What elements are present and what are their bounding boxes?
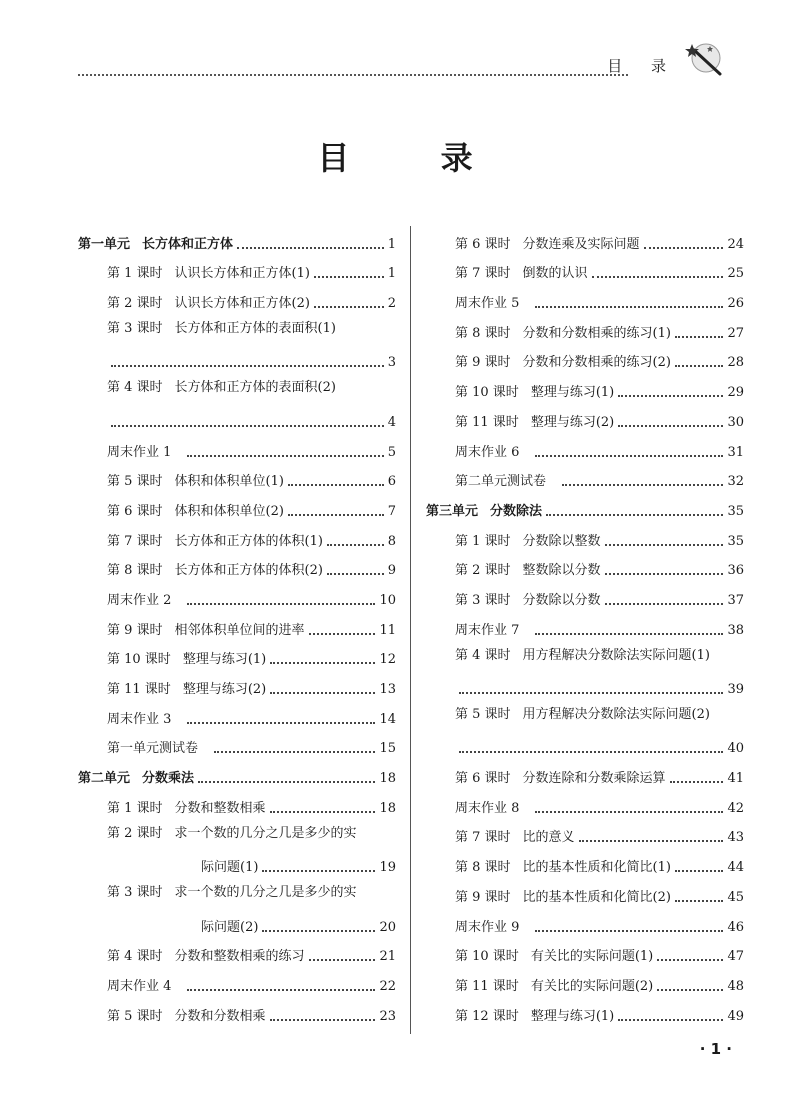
toc-lesson: 第二单元测试卷 bbox=[455, 474, 547, 490]
toc-lesson: 第 11 课时 bbox=[455, 978, 519, 994]
toc-title: 分数和分数相乘 bbox=[174, 1008, 266, 1024]
toc-lesson: 周末作业 7 bbox=[455, 622, 520, 638]
toc-lesson: 周末作业 3 bbox=[107, 711, 172, 727]
toc-page-number: 37 bbox=[727, 592, 744, 608]
toc-page-number: 31 bbox=[727, 444, 744, 460]
toc-leader-dots bbox=[535, 306, 723, 308]
toc-entry[interactable] bbox=[426, 316, 744, 346]
toc-lesson: 第 11 课时 bbox=[107, 682, 171, 698]
toc-page-number: 4 bbox=[387, 414, 396, 430]
toc-page-number: 35 bbox=[727, 533, 744, 549]
toc-title: 整数除以分数 bbox=[522, 563, 601, 579]
toc-page-number: 44 bbox=[727, 860, 744, 876]
toc-lesson: 周末作业 8 bbox=[455, 800, 520, 816]
toc-lesson: 第 12 课时 bbox=[455, 1008, 519, 1024]
toc-entry-line2 bbox=[455, 681, 744, 698]
toc-leader-dots bbox=[214, 751, 375, 753]
toc-leader-dots bbox=[111, 425, 384, 427]
toc-leader-dots bbox=[605, 603, 724, 605]
toc-leader-dots bbox=[675, 900, 723, 902]
toc-lesson: 周末作业 6 bbox=[455, 444, 520, 460]
toc-page-number: 1 bbox=[387, 266, 396, 282]
toc-entry[interactable] bbox=[78, 286, 396, 316]
toc-leader-dots bbox=[657, 989, 723, 991]
toc-page-number: 39 bbox=[727, 682, 744, 698]
toc-page-number: 14 bbox=[379, 711, 396, 727]
toc-page-number: 43 bbox=[727, 830, 744, 846]
toc-entry-line2 bbox=[107, 919, 396, 936]
toc-lesson: 第 4 课时 bbox=[455, 647, 511, 663]
toc-page-number: 32 bbox=[727, 474, 744, 490]
toc-leader-dots bbox=[546, 514, 723, 516]
page-number: · 1 · bbox=[699, 1040, 732, 1058]
toc-entry[interactable] bbox=[426, 583, 744, 613]
toc-leader-dots bbox=[237, 247, 384, 249]
toc-leader-dots bbox=[605, 573, 724, 575]
toc-title: 分数和分数相乘的练习(1) bbox=[522, 325, 671, 341]
toc-entry[interactable] bbox=[426, 880, 744, 910]
toc-page-number: 45 bbox=[727, 889, 744, 905]
toc-page-number: 28 bbox=[727, 355, 744, 371]
toc-leader-dots bbox=[270, 1019, 376, 1021]
toc-page-number: 49 bbox=[727, 1008, 744, 1024]
toc-page-number: 22 bbox=[379, 978, 396, 994]
toc-leader-dots bbox=[535, 455, 723, 457]
toc-page-number: 38 bbox=[727, 622, 744, 638]
toc-leader-dots bbox=[288, 514, 384, 516]
toc-lesson: 第 11 课时 bbox=[455, 414, 519, 430]
toc-title: 认识长方体和正方体(2) bbox=[174, 296, 310, 312]
toc-page-number: 36 bbox=[727, 563, 744, 579]
toc-entry[interactable] bbox=[426, 940, 744, 970]
toc-lesson: 第 10 课时 bbox=[455, 949, 519, 965]
toc-entry[interactable] bbox=[78, 791, 396, 821]
toc-page-number: 15 bbox=[379, 741, 396, 757]
toc-page-number: 30 bbox=[727, 414, 744, 430]
toc-leader-dots bbox=[459, 692, 723, 694]
toc-page-number: 5 bbox=[387, 444, 396, 460]
toc-leader-dots bbox=[670, 781, 724, 783]
toc-page-number: 12 bbox=[379, 652, 396, 668]
toc-entry[interactable] bbox=[78, 672, 396, 702]
toc-title: 比的意义 bbox=[522, 830, 575, 846]
toc-page-number: 48 bbox=[727, 978, 744, 994]
toc-page-number: 21 bbox=[379, 949, 396, 965]
toc-page-number: 35 bbox=[727, 503, 744, 519]
toc-entry-line2 bbox=[455, 740, 744, 757]
toc-lesson: 第 8 课时 bbox=[455, 860, 511, 876]
toc-leader-dots bbox=[675, 336, 723, 338]
toc-entry[interactable] bbox=[78, 375, 396, 434]
toc-entry[interactable] bbox=[78, 554, 396, 584]
toc-lesson: 第 6 课时 bbox=[107, 503, 163, 519]
toc-entry[interactable] bbox=[426, 702, 744, 761]
toc-lesson: 第二单元 bbox=[78, 771, 131, 787]
toc-page-number: 1 bbox=[387, 236, 396, 252]
page-title: 目 录 bbox=[317, 139, 513, 177]
toc-title: 分数除以整数 bbox=[522, 533, 601, 549]
toc-title: 用方程解决分数除法实际问题(1) bbox=[522, 647, 710, 663]
toc-entry[interactable] bbox=[78, 821, 396, 880]
toc-entry-line1 bbox=[107, 320, 396, 337]
toc-entry[interactable] bbox=[78, 880, 396, 939]
toc-entry-line2 bbox=[107, 859, 396, 876]
toc-page-number: 18 bbox=[379, 771, 396, 787]
toc-entry[interactable] bbox=[426, 643, 744, 702]
toc-entry[interactable] bbox=[426, 435, 744, 465]
toc-entry-line1 bbox=[455, 706, 744, 723]
toc-lesson: 第 5 课时 bbox=[455, 707, 511, 723]
toc-entry[interactable] bbox=[426, 761, 744, 791]
toc-unit-entry[interactable] bbox=[78, 761, 396, 791]
toc-leader-dots bbox=[187, 989, 375, 991]
toc-title: 分数和分数相乘的练习(2) bbox=[522, 355, 671, 371]
toc-entry[interactable] bbox=[78, 583, 396, 613]
toc-leader-dots bbox=[288, 484, 384, 486]
toc-page-number: 27 bbox=[727, 325, 744, 341]
toc-entry[interactable] bbox=[78, 316, 396, 375]
toc-leader-dots bbox=[314, 276, 384, 278]
toc-leader-dots bbox=[675, 870, 723, 872]
toc-entry[interactable] bbox=[426, 613, 744, 643]
toc-entry[interactable] bbox=[78, 643, 396, 673]
toc-entry[interactable] bbox=[426, 999, 744, 1029]
toc-lesson: 周末作业 1 bbox=[107, 444, 172, 460]
toc-leader-dots bbox=[605, 544, 724, 546]
header-label: 目 录 bbox=[607, 57, 678, 75]
toc-title: 分数除以分数 bbox=[522, 592, 601, 608]
toc-leader-dots bbox=[592, 276, 724, 278]
toc-lesson: 第 9 课时 bbox=[455, 889, 511, 905]
toc-lesson: 第 3 课时 bbox=[455, 592, 511, 608]
toc-lesson: 周末作业 5 bbox=[455, 296, 520, 312]
column-divider bbox=[410, 226, 411, 1034]
toc-lesson: 第 8 课时 bbox=[455, 325, 511, 341]
toc-title: 有关比的实际问题(1) bbox=[530, 949, 654, 965]
toc-entry[interactable] bbox=[78, 435, 396, 465]
toc-title: 有关比的实际问题(2) bbox=[530, 978, 654, 994]
toc-title: 长方体和正方体的体积(2) bbox=[174, 563, 323, 579]
toc-leader-dots bbox=[618, 1019, 723, 1021]
toc-leader-dots bbox=[309, 959, 376, 961]
toc-leader-dots bbox=[270, 662, 375, 664]
toc-page-number: 20 bbox=[379, 919, 396, 935]
toc-entry[interactable] bbox=[78, 524, 396, 554]
toc-leader-dots bbox=[327, 544, 384, 546]
toc-title: 求一个数的几分之几是多少的实 bbox=[174, 885, 357, 901]
toc-page-number: 40 bbox=[727, 741, 744, 757]
toc-entry[interactable] bbox=[426, 791, 744, 821]
toc-page-number: 9 bbox=[387, 563, 396, 579]
toc-title: 相邻体积单位间的进率 bbox=[174, 622, 305, 638]
toc-lesson: 第 1 课时 bbox=[107, 266, 163, 282]
toc-entry[interactable] bbox=[426, 405, 744, 435]
toc-title: 长方体和正方体的表面积(1) bbox=[174, 321, 336, 337]
toc-entry-line1 bbox=[107, 825, 396, 842]
toc-entry[interactable] bbox=[426, 821, 744, 851]
toc-entry[interactable] bbox=[78, 732, 396, 762]
toc-page-number: 19 bbox=[379, 860, 396, 876]
toc-leader-dots bbox=[327, 573, 384, 575]
toc-lesson: 第 5 课时 bbox=[107, 1008, 163, 1024]
toc-leader-dots bbox=[618, 395, 723, 397]
toc-title: 整理与练习(1) bbox=[530, 1008, 615, 1024]
toc-page-number: 10 bbox=[379, 592, 396, 608]
toc-leader-dots bbox=[618, 425, 723, 427]
toc-lesson: 第 7 课时 bbox=[455, 830, 511, 846]
toc-page-number: 2 bbox=[387, 296, 396, 312]
toc-entry[interactable] bbox=[78, 999, 396, 1029]
toc-page-number: 25 bbox=[727, 266, 744, 282]
toc-title: 倒数的认识 bbox=[522, 266, 588, 282]
toc-entry[interactable] bbox=[426, 227, 744, 257]
toc-lesson: 第 2 课时 bbox=[455, 563, 511, 579]
toc-leader-dots bbox=[270, 692, 375, 694]
toc-page-number: 23 bbox=[379, 1008, 396, 1024]
toc-lesson: 第 10 课时 bbox=[455, 385, 519, 401]
toc-title: 整理与练习(1) bbox=[530, 385, 615, 401]
toc-page-number: 8 bbox=[387, 533, 396, 549]
toc-lesson: 周末作业 9 bbox=[455, 919, 520, 935]
toc-page-number: 6 bbox=[387, 474, 396, 490]
toc-lesson: 周末作业 2 bbox=[107, 592, 172, 608]
toc-entry[interactable] bbox=[426, 969, 744, 999]
toc-lesson: 第 3 课时 bbox=[107, 885, 163, 901]
toc-entry-line1 bbox=[107, 379, 396, 396]
toc-entry[interactable] bbox=[78, 465, 396, 495]
toc-lesson: 第 8 课时 bbox=[107, 563, 163, 579]
toc-entry[interactable] bbox=[426, 524, 744, 554]
toc-lesson: 周末作业 4 bbox=[107, 978, 172, 994]
toc-leader-dots bbox=[111, 365, 384, 367]
toc-lesson: 第 6 课时 bbox=[455, 236, 511, 252]
toc-entry[interactable] bbox=[78, 702, 396, 732]
toc-lesson: 第 3 课时 bbox=[107, 321, 163, 337]
toc-page-number: 18 bbox=[379, 800, 396, 816]
toc-page-number: 47 bbox=[727, 949, 744, 965]
toc-entry[interactable] bbox=[426, 910, 744, 940]
toc-page-number: 46 bbox=[727, 919, 744, 935]
toc-leader-dots bbox=[262, 930, 375, 932]
toc-title: 体积和体积单位(2) bbox=[174, 503, 284, 519]
toc-leader-dots bbox=[187, 603, 375, 605]
toc-lesson: 第 5 课时 bbox=[107, 474, 163, 490]
toc-entry-line2 bbox=[107, 414, 396, 431]
toc-title: 长方体和正方体的表面积(2) bbox=[174, 380, 336, 396]
toc-page-number: 11 bbox=[379, 622, 396, 638]
toc-entry-line1 bbox=[107, 884, 396, 901]
toc-title: 求一个数的几分之几是多少的实 bbox=[174, 825, 357, 841]
toc-leader-dots bbox=[535, 811, 723, 813]
toc-page-number: 41 bbox=[727, 771, 744, 787]
toc-lesson: 第一单元 bbox=[78, 236, 131, 252]
toc-title: 分数除法 bbox=[490, 503, 543, 519]
toc-title-continued: 际问题(2) bbox=[201, 919, 259, 935]
toc-leader-dots bbox=[675, 365, 723, 367]
toc-leader-dots bbox=[187, 455, 383, 457]
toc-entry[interactable] bbox=[426, 346, 744, 376]
toc-entry[interactable] bbox=[426, 286, 744, 316]
toc-leader-dots bbox=[262, 870, 375, 872]
toc-lesson: 第 7 课时 bbox=[107, 533, 163, 549]
toc-lesson: 第 4 课时 bbox=[107, 380, 163, 396]
toc-leader-dots bbox=[187, 722, 375, 724]
toc-leader-dots bbox=[562, 484, 723, 486]
toc-lesson: 第 9 课时 bbox=[107, 622, 163, 638]
toc-entry[interactable] bbox=[426, 465, 744, 495]
toc-title-continued: 际问题(1) bbox=[201, 860, 259, 876]
toc-lesson: 第 10 课时 bbox=[107, 652, 171, 668]
toc-unit-entry[interactable] bbox=[426, 494, 744, 524]
toc-leader-dots bbox=[270, 811, 376, 813]
toc-entry[interactable] bbox=[78, 940, 396, 970]
toc-leader-dots bbox=[314, 306, 384, 308]
toc-lesson: 第一单元测试卷 bbox=[107, 741, 199, 757]
toc-entry-line1 bbox=[455, 647, 744, 664]
toc-entry[interactable] bbox=[426, 257, 744, 287]
toc-page-number: 26 bbox=[727, 296, 744, 312]
toc-right-column bbox=[426, 227, 744, 1029]
header-dotted-rule bbox=[78, 74, 628, 76]
toc-title: 分数连乘及实际问题 bbox=[522, 236, 640, 252]
toc-page-number: 3 bbox=[387, 355, 396, 371]
toc-title: 体积和体积单位(1) bbox=[174, 474, 284, 490]
toc-leader-dots bbox=[198, 781, 375, 783]
toc-lesson: 第 2 课时 bbox=[107, 825, 163, 841]
toc-title: 分数和整数相乘的练习 bbox=[174, 949, 305, 965]
toc-entry[interactable] bbox=[78, 969, 396, 999]
toc-entry[interactable] bbox=[426, 375, 744, 405]
toc-entry[interactable] bbox=[426, 554, 744, 584]
toc-page-number: 42 bbox=[727, 800, 744, 816]
toc-title: 长方体和正方体的体积(1) bbox=[174, 533, 323, 549]
toc-title: 分数连除和分数乘除运算 bbox=[522, 771, 666, 787]
toc-title: 分数和整数相乘 bbox=[174, 800, 266, 816]
toc-lesson: 第 4 课时 bbox=[107, 949, 163, 965]
toc-lesson: 第 1 课时 bbox=[107, 800, 163, 816]
toc-page-number: 13 bbox=[379, 682, 396, 698]
toc-unit-entry[interactable] bbox=[78, 227, 396, 257]
toc-page-number: 7 bbox=[387, 503, 396, 519]
toc-leader-dots bbox=[309, 633, 376, 635]
toc-lesson: 第 6 课时 bbox=[455, 771, 511, 787]
toc-leader-dots bbox=[579, 840, 724, 842]
toc-title: 比的基本性质和化简比(2) bbox=[522, 889, 671, 905]
toc-lesson: 第 2 课时 bbox=[107, 296, 163, 312]
toc-title: 长方体和正方体 bbox=[142, 236, 234, 252]
toc-entry[interactable] bbox=[78, 257, 396, 287]
toc-entry-line2 bbox=[107, 354, 396, 371]
toc-leader-dots bbox=[535, 930, 723, 932]
toc-leader-dots bbox=[459, 751, 723, 753]
toc-leader-dots bbox=[657, 959, 723, 961]
toc-title: 比的基本性质和化简比(1) bbox=[522, 860, 671, 876]
toc-title: 用方程解决分数除法实际问题(2) bbox=[522, 707, 710, 723]
toc-entry[interactable] bbox=[78, 494, 396, 524]
toc-entry[interactable] bbox=[426, 850, 744, 880]
toc-leader-dots bbox=[644, 247, 724, 249]
toc-entry[interactable] bbox=[78, 613, 396, 643]
toc-title: 认识长方体和正方体(1) bbox=[174, 266, 310, 282]
magic-wand-icon bbox=[680, 42, 726, 78]
toc-title: 分数乘法 bbox=[142, 771, 195, 787]
toc-page-number: 24 bbox=[727, 236, 744, 252]
toc-lesson: 第 1 课时 bbox=[455, 533, 511, 549]
toc-lesson: 第 7 课时 bbox=[455, 266, 511, 282]
toc-left-column bbox=[78, 227, 396, 1029]
toc-leader-dots bbox=[535, 633, 723, 635]
toc-title: 整理与练习(2) bbox=[182, 682, 267, 698]
running-header bbox=[78, 56, 718, 78]
toc-title: 整理与练习(1) bbox=[182, 652, 267, 668]
toc-lesson: 第三单元 bbox=[426, 503, 479, 519]
toc-page-number: 29 bbox=[727, 385, 744, 401]
toc-title: 整理与练习(2) bbox=[530, 414, 615, 430]
toc-lesson: 第 9 课时 bbox=[455, 355, 511, 371]
